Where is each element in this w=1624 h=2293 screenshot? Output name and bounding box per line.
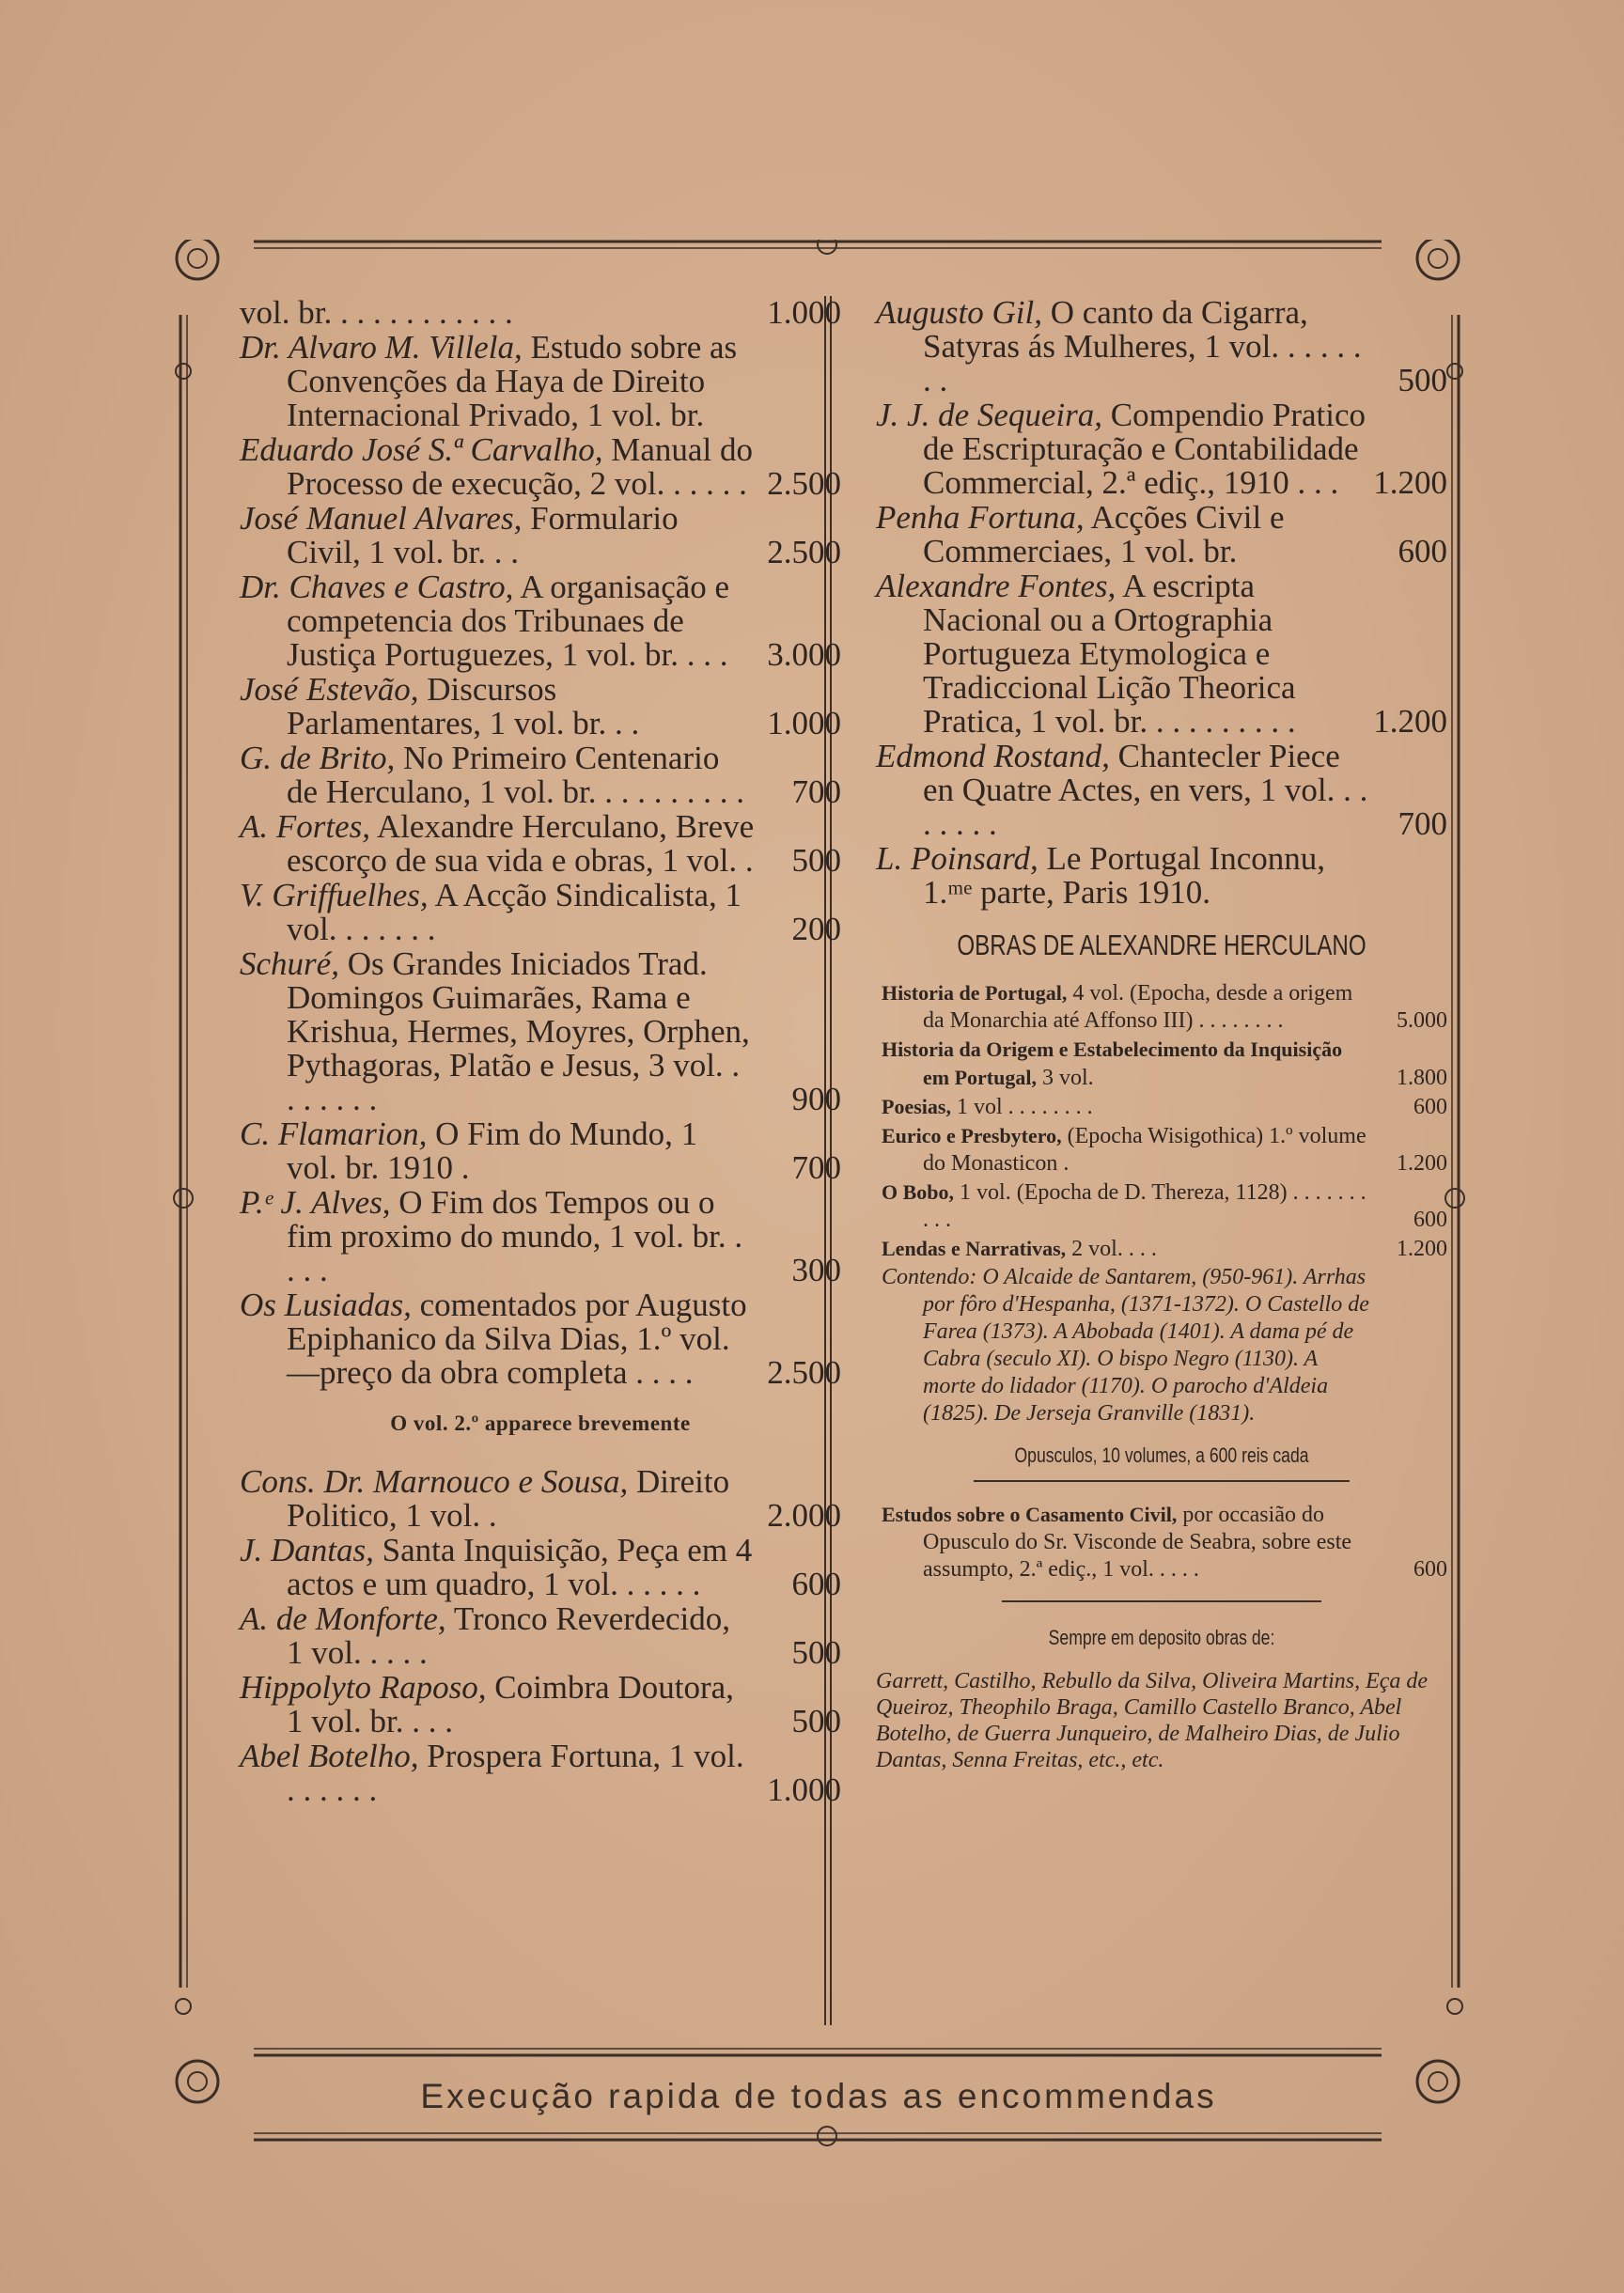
herculano-description: Contendo: O Alcaide de Santarem, (950-961). Arrhas por fôro d'Hespanha, (1371-1372). O Castello de Farea (1373). A Abobada (1401). A dama pé de Cabra (seculo XI). O bispo Negro (1130). A morte do lidador (1170). O parocho d'Aldeia (1825). De Jerseja Granville (1831). xyxy=(882,1265,1369,1426)
herculano-price: 1.200 xyxy=(1397,1237,1447,1261)
entry-author: Schuré, xyxy=(240,945,339,982)
entry-price: 900 xyxy=(791,1081,841,1117)
entry-description: Acções Civil e Commerciaes, 1 vol. br. xyxy=(923,499,1285,569)
catalog-entry xyxy=(240,947,841,1116)
herculano-entry xyxy=(876,1122,1447,1178)
ornamental-frame xyxy=(169,240,1468,2115)
entry-price: 2.500 xyxy=(767,1354,841,1391)
herculano-list xyxy=(876,979,1447,1427)
entry-price: 1.000 xyxy=(767,705,841,741)
entry-description: Manual do Processo de execução, 2 vol. . . . . . xyxy=(287,431,753,502)
catalog-entry xyxy=(240,331,841,432)
entry-description: Tronco Reverdecido, 1 vol. . . . . xyxy=(287,1600,731,1671)
entry-price: 600 xyxy=(791,1566,841,1602)
entry-author: C. Flamarion, xyxy=(240,1115,428,1152)
entry-author: José Estevão, xyxy=(240,671,419,708)
entry-author: Abel Botelho, xyxy=(240,1738,419,1774)
entry-description: A escripta Nacional ou a Ortographia Portugueza Etymologica e Tradiccional Lição Theorica Pratica, 1 vol. br. . . . . . . . . . xyxy=(923,568,1296,740)
herculano-price: 5.000 xyxy=(1397,1008,1447,1033)
herculano-entry xyxy=(876,1036,1447,1092)
entry-author: Augusto Gil, xyxy=(876,294,1042,331)
herculano-entry xyxy=(876,1264,1447,1427)
entry-price: 1.000 xyxy=(767,1771,841,1808)
entry-description: Santa Inquisição, Peça em 4 actos e um quadro, 1 vol. . . . . . xyxy=(287,1532,753,1602)
entry-description: O Fim do Mundo, 1 vol. br. 1910 . xyxy=(287,1115,698,1186)
catalog-entry xyxy=(876,842,1447,910)
casamento-description: por occasião do Opusculo do Sr. Visconde de Seabra, sobre este assumpto, 2.ª ediç., 1 vol. . . . . xyxy=(923,1503,1352,1582)
catalog-entry xyxy=(240,1288,841,1390)
entry-price: 1.000 xyxy=(767,294,841,331)
catalog-entry xyxy=(240,1671,841,1739)
herculano-description: (Epocha Wisigothica) 1.º volume do Monasticon . xyxy=(923,1124,1366,1176)
entry-author: José Manuel Alvares, xyxy=(240,500,523,537)
entry-description: Discursos Parlamentares, 1 vol. br. . . xyxy=(287,671,640,741)
catalog-entry xyxy=(240,296,841,330)
entry-author: J. Dantas, xyxy=(240,1532,374,1568)
entry-price: 500 xyxy=(1398,362,1447,398)
entry-price: 200 xyxy=(791,911,841,947)
catalog-entry xyxy=(240,1117,841,1185)
entry-author: Alexandre Fontes, xyxy=(876,568,1116,604)
entry-author: Penha Fortuna, xyxy=(876,499,1085,536)
entry-description: No Primeiro Centenario de Herculano, 1 vol. br. . . . . . . . . . xyxy=(287,740,744,810)
herculano-title: O Bobo, xyxy=(882,1180,955,1204)
entry-description: Os Grandes Iniciados Trad. Domingos Guimarães, Rama e Krishua, Hermes, Moyres, Orphen, Pythagoras, Platão e Jesus, 3 vol. . . . . . . . xyxy=(287,945,750,1117)
entry-author: L. Poinsard, xyxy=(876,840,1038,877)
divider xyxy=(974,1480,1350,1482)
entry-author: A. Fortes, xyxy=(240,808,371,845)
entry-description: Le Portugal Inconnu, 1.ᵐᵉ parte, Paris 1910. xyxy=(923,840,1325,911)
entry-description: Chantecler Piece en Quatre Actes, en vers, 1 vol. . . . . . . . xyxy=(923,738,1368,842)
herculano-description: 2 vol. . . . xyxy=(1071,1237,1157,1261)
volume-note: O vol. 2.º apparece brevemente xyxy=(390,1412,691,1435)
casamento-title: Estudos sobre o Casamento Civil, xyxy=(882,1503,1178,1526)
catalog-entry xyxy=(240,570,841,672)
opusculos-line: Opusculos, 10 volumes, a 600 reis cada xyxy=(1014,1443,1309,1467)
entry-author: Dr. Alvaro M. Villela, xyxy=(240,329,523,366)
catalog-entry xyxy=(876,569,1447,739)
entry-price: 700 xyxy=(791,773,841,810)
herculano-entry xyxy=(876,1178,1447,1234)
entry-author: V. Griffuelhes, xyxy=(240,877,429,913)
herculano-entry xyxy=(876,1093,1447,1121)
entry-description: Formulario Civil, 1 vol. br. . . xyxy=(287,500,679,570)
entry-price: 500 xyxy=(791,1634,841,1671)
left-column xyxy=(240,296,841,1808)
herculano-price: 1.800 xyxy=(1397,1066,1447,1090)
deposito-heading: Sempre em deposito obras de: xyxy=(1048,1626,1275,1649)
entry-price: 500 xyxy=(791,842,841,879)
entry-author: P.ᵉ J. Alves, xyxy=(240,1184,391,1221)
entry-price: 600 xyxy=(1398,533,1447,569)
entry-description: Alexandre Herculano, Breve escorço de sua vida e obras, 1 vol. . xyxy=(287,808,755,879)
entry-price: 300 xyxy=(791,1252,841,1288)
casamento-price: 600 xyxy=(1413,1557,1447,1582)
entry-price: 2.500 xyxy=(767,534,841,570)
entry-price: 1.200 xyxy=(1373,464,1447,501)
entry-description: vol. br. . . . . . . . . . . . xyxy=(240,294,513,331)
herculano-price: 600 xyxy=(1413,1095,1447,1119)
divider xyxy=(1002,1600,1321,1602)
herculano-entry xyxy=(876,979,1447,1035)
entry-description: O canto da Cigarra, Satyras ás Mulheres, 1 vol. . . . . . . . xyxy=(923,294,1362,398)
catalog-entry xyxy=(240,1739,841,1807)
entry-price: 700 xyxy=(1398,805,1447,842)
entry-price: 3.000 xyxy=(767,636,841,673)
entry-author: Os Lusiadas, xyxy=(240,1287,412,1323)
catalog-entry xyxy=(240,1534,841,1601)
herculano-description: 1 vol . . . . . . . . xyxy=(956,1095,1093,1119)
entry-description: A Acção Sindicalista, 1 vol. . . . . . . xyxy=(287,877,742,947)
catalog-entry xyxy=(240,673,841,741)
entry-description: comentados por Augusto Epiphanico da Silva Dias, 1.º vol.—preço da obra completa . . . . xyxy=(287,1287,747,1391)
catalog-entry xyxy=(240,741,841,809)
catalog-entry xyxy=(240,879,841,946)
entry-author: G. de Brito, xyxy=(240,740,396,776)
herculano-title: Poesias, xyxy=(882,1095,951,1118)
herculano-title: Historia de Portugal, xyxy=(882,981,1068,1005)
entry-description: Coimbra Doutora, 1 vol. br. . . . xyxy=(287,1669,734,1739)
entry-author: Eduardo José S.ª Carvalho, xyxy=(240,431,603,468)
catalog-entry xyxy=(240,1465,841,1533)
entry-description: A organisação e competencia dos Tribunaes de Justiça Portuguezes, 1 vol. br. . . . xyxy=(287,569,730,673)
herculano-title: Historia da Origem e Estabelecimento da Inquisição em Portugal, xyxy=(882,1037,1343,1089)
catalog-entry xyxy=(876,740,1447,841)
herculano-title: Eurico e Presbytero, xyxy=(882,1124,1062,1147)
entry-price: 2.000 xyxy=(767,1497,841,1534)
entry-author: J. J. de Sequeira, xyxy=(876,397,1103,433)
catalog-entry xyxy=(876,501,1447,569)
herculano-description: 3 vol. xyxy=(1041,1066,1094,1090)
entry-description: Prospera Fortuna, 1 vol. . . . . . . xyxy=(287,1738,744,1808)
herculano-price: 600 xyxy=(1413,1208,1447,1232)
catalog-entry xyxy=(240,1602,841,1670)
herculano-description: 4 vol. (Epocha, desde a origem da Monarchia até Affonso III) . . . . . . . . xyxy=(923,981,1353,1033)
casamento-entry xyxy=(876,1501,1447,1583)
catalog-entry xyxy=(876,398,1447,500)
herculano-title: Lendas e Narrativas, xyxy=(882,1237,1067,1260)
catalog-entry xyxy=(240,502,841,569)
catalog-entry xyxy=(240,433,841,501)
entry-author: A. de Monforte, xyxy=(240,1600,446,1637)
herculano-heading: OBRAS DE ALEXANDRE HERCULANO xyxy=(957,928,1366,961)
catalog-entry xyxy=(240,810,841,878)
catalog-entry xyxy=(240,1186,841,1287)
right-column xyxy=(876,296,1447,1773)
entry-price: 1.200 xyxy=(1373,703,1447,740)
entry-description: Direito Politico, 1 vol. . xyxy=(287,1463,730,1534)
deposito-authors: Garrett, Castilho, Rebullo da Silva, Oliveira Martins, Eça de Queiroz, Theophilo Braga, Camillo Castello Branco, Abel Botelho, de Guerra Junqueiro, de Malheiro Dias, de Julio Dantas, Senna Freitas, etc., etc. xyxy=(876,1669,1429,1772)
catalog-entry xyxy=(876,296,1447,398)
entry-author: Edmond Rostand, xyxy=(876,738,1110,774)
entry-author: Hippolyto Raposo, xyxy=(240,1669,487,1706)
entry-author: Cons. Dr. Marnouco e Sousa, xyxy=(240,1463,629,1500)
casamento-block xyxy=(876,1501,1447,1583)
herculano-entry xyxy=(876,1235,1447,1263)
herculano-price: 1.200 xyxy=(1397,1151,1447,1176)
entry-price: 2.500 xyxy=(767,465,841,502)
entry-description: Compendio Pratico de Escripturação e Contabilidade Commercial, 2.ª ediç., 1910 . . . xyxy=(923,397,1366,501)
herculano-description: 1 vol. (Epocha de D. Thereza, 1128) . . . . . . . . . . xyxy=(923,1180,1366,1232)
entry-description: O Fim dos Tempos ou o fim proximo do mundo, 1 vol. br. . . . . xyxy=(287,1184,743,1288)
entry-author: Dr. Chaves e Castro, xyxy=(240,569,514,605)
entry-price: 700 xyxy=(791,1149,841,1186)
footer-text: Execução rapida de todas as encommendas xyxy=(420,2077,1217,2115)
entry-price: 500 xyxy=(791,1703,841,1739)
entry-description: Estudo sobre as Convenções da Haya de Direito Internacional Privado, 1 vol. br. xyxy=(287,329,738,433)
